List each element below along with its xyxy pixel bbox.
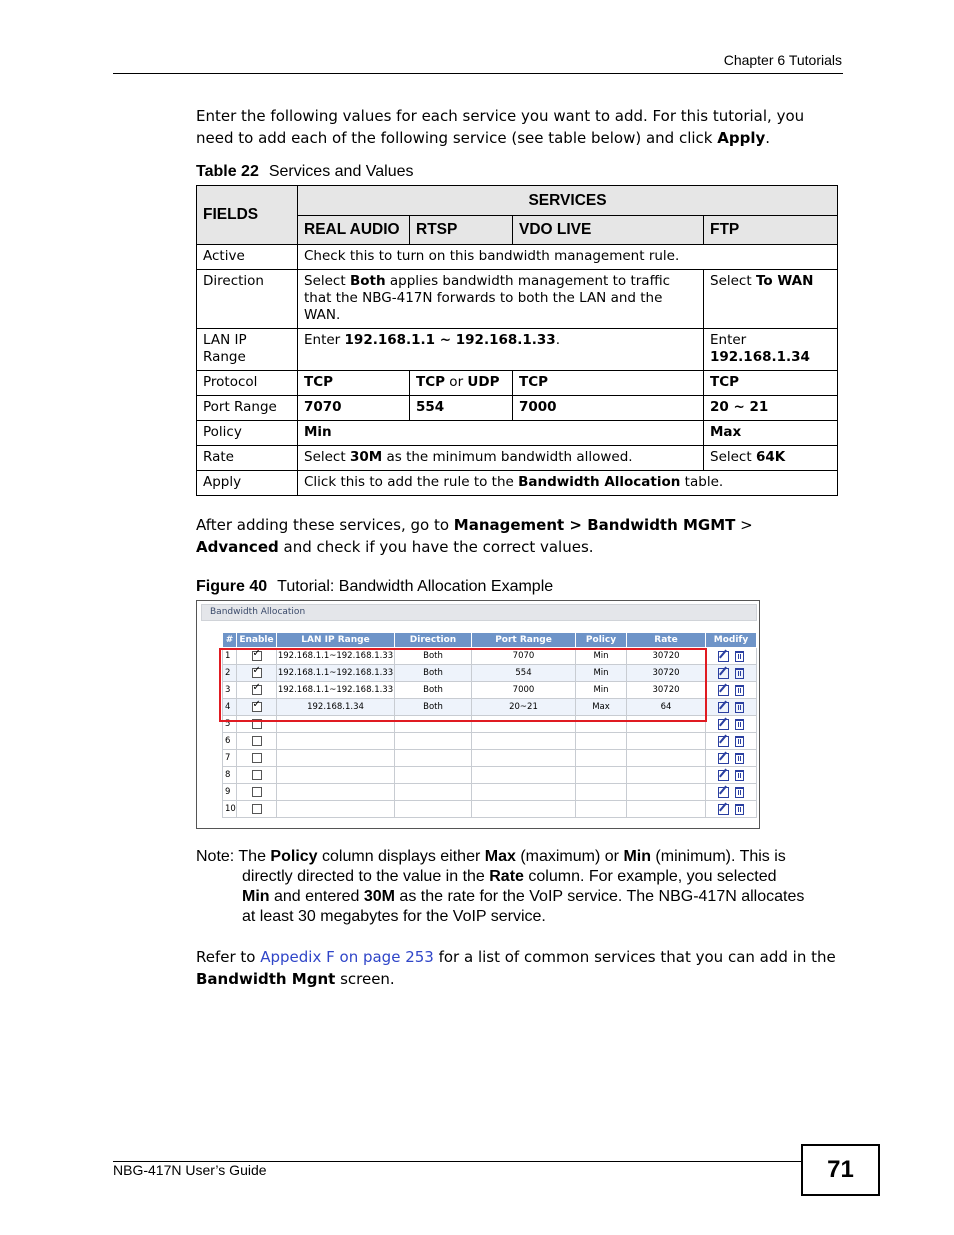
bold-text: Both [349, 273, 386, 289]
bold-text: Max [484, 848, 516, 865]
modify-cell [706, 716, 757, 733]
text: applies bandwidth management to traffic that the NBG-417N forwards to both the LAN and the WAN. [304, 273, 671, 323]
modify-cell [706, 733, 757, 750]
edit-icon[interactable] [718, 651, 729, 662]
edit-icon[interactable] [718, 804, 729, 815]
bold-text: Policy [270, 848, 318, 865]
bold-text: TCP [519, 374, 549, 390]
row-number: 3 [223, 682, 237, 699]
figure-caption-label: Figure 40 [196, 578, 268, 595]
note-line [196, 867, 841, 887]
row-active [197, 245, 838, 270]
bandwidth-allocation-screenshot [196, 600, 760, 829]
col-rate: Rate [627, 633, 706, 648]
col-num: # [223, 633, 237, 648]
field-label: Active [197, 245, 298, 270]
text: Enter [304, 332, 345, 348]
rate-cell [627, 784, 706, 801]
port-range-cell [472, 750, 576, 767]
direction-cell [395, 733, 472, 750]
lan-ip-cell: 192.168.1.1~192.168.1.33 [277, 648, 395, 665]
figure-title: Bandwidth Allocation [210, 607, 306, 617]
modify-cell [706, 648, 757, 665]
text: column. For example, you selected [523, 868, 777, 885]
lan-ip-ftp [704, 329, 838, 371]
lan-ip-cell [277, 767, 395, 784]
row-direction [197, 270, 838, 329]
text: directly directed to the value in the [242, 868, 490, 885]
edit-icon[interactable] [718, 668, 729, 679]
lan-ip-cell [277, 750, 395, 767]
rate-cell [627, 750, 706, 767]
text: and check if you have the correct values. [278, 538, 594, 556]
row-number: 1 [223, 648, 237, 665]
after-paragraph [196, 514, 841, 558]
direction-cell [395, 750, 472, 767]
lan-ip-desc [298, 329, 704, 371]
rate-desc [298, 446, 704, 471]
bold-text: 192.168.1.1 ~ 192.168.1.33 [344, 332, 556, 348]
bold-text: 554 [416, 399, 445, 415]
bold-text: TCP [710, 374, 740, 390]
rate-cell: 30720 [627, 682, 706, 699]
col-direction: Direction [395, 633, 472, 648]
bold-text: 7000 [519, 399, 557, 415]
field-label: Port Range [197, 396, 298, 421]
port-range-cell: 554 [472, 665, 576, 682]
bold-text: 192.168.1.34 [710, 349, 810, 365]
note [196, 847, 841, 927]
figure-caption-title: Tutorial: Bandwidth Allocation Example [277, 578, 554, 595]
row-number: 2 [223, 665, 237, 682]
table-row [223, 801, 757, 818]
row-apply [197, 471, 838, 496]
bold-text: 7070 [304, 399, 342, 415]
enable-checkbox[interactable] [252, 753, 262, 763]
port-range-cell: 20~21 [472, 699, 576, 716]
trash-icon[interactable] [735, 685, 744, 696]
rate-cell [627, 801, 706, 818]
enable-checkbox[interactable] [252, 787, 262, 797]
port-range-cell [472, 784, 576, 801]
text: > [735, 516, 753, 534]
trash-icon[interactable] [735, 702, 744, 713]
col-lan-ip-range: LAN IP Range [277, 633, 395, 648]
row-number: 7 [223, 750, 237, 767]
col-real-audio: REAL AUDIO [298, 216, 410, 245]
edit-icon[interactable] [718, 702, 729, 713]
col-modify: Modify [706, 633, 757, 648]
trash-icon[interactable] [735, 668, 744, 679]
row-number: 4 [223, 699, 237, 716]
policy-ftp [704, 421, 838, 446]
enable-checkbox[interactable] [252, 736, 262, 746]
figure-title-bar [201, 604, 757, 621]
services-header: SERVICES [298, 186, 838, 216]
bold-text: 64K [755, 449, 786, 465]
direction-cell: Both [395, 699, 472, 716]
intro-end: . [765, 129, 771, 147]
text: Select [304, 449, 350, 465]
policy-cell: Max [576, 699, 627, 716]
intro-text: Enter the following values for each service you want to add. For this tutorial, you need to add each of the following service (see table below) and click [196, 107, 805, 147]
rate-cell [627, 733, 706, 750]
protocol-vdo-live [513, 371, 704, 396]
figure-caption [196, 578, 553, 596]
modify-cell [706, 801, 757, 818]
policy-cell: Min [576, 648, 627, 665]
table-row [223, 784, 757, 801]
row-rate [197, 446, 838, 471]
bold-text: TCP [304, 374, 334, 390]
port-ftp [704, 396, 838, 421]
row-lan-ip [197, 329, 838, 371]
lan-ip-cell: 192.168.1.34 [277, 699, 395, 716]
text: screen. [335, 970, 395, 988]
direction-cell: Both [395, 648, 472, 665]
protocol-real-audio [298, 371, 410, 396]
field-label: Protocol [197, 371, 298, 396]
policy-cell [576, 733, 627, 750]
text: Select [710, 273, 756, 289]
text: After adding these services, go to [196, 516, 454, 534]
table-caption [196, 163, 414, 181]
direction-cell [395, 801, 472, 818]
col-policy: Policy [576, 633, 627, 648]
row-number: 10 [223, 801, 237, 818]
highlight-box [219, 648, 707, 722]
port-range-cell: 7000 [472, 682, 576, 699]
text: column displays either [317, 848, 485, 865]
row-protocol [197, 371, 838, 396]
lan-ip-cell [277, 801, 395, 818]
modify-cell [706, 682, 757, 699]
col-vdo-live: VDO LIVE [513, 216, 704, 245]
bold-text: 20 ~ 21 [710, 399, 769, 415]
direction-desc [298, 270, 704, 329]
port-range-cell [472, 767, 576, 784]
direction-cell [395, 767, 472, 784]
edit-icon[interactable] [718, 753, 729, 764]
table-row [223, 750, 757, 767]
bold-text: Min [242, 888, 270, 905]
col-port-range: Port Range [472, 633, 576, 648]
bold-text: 30M [349, 449, 383, 465]
text: for a list of common services that you can add in the [433, 948, 836, 966]
edit-icon[interactable] [718, 719, 729, 730]
text: (minimum). This is [650, 848, 786, 865]
policy-cell: Min [576, 682, 627, 699]
port-real-audio [298, 396, 410, 421]
lan-ip-cell: 192.168.1.1~192.168.1.33 [277, 665, 395, 682]
text: Enter [710, 332, 747, 348]
refer-paragraph [196, 946, 841, 990]
text: Select [304, 273, 350, 289]
direction-cell: Both [395, 682, 472, 699]
modify-cell [706, 767, 757, 784]
bold-text: Min [304, 424, 332, 440]
modify-cell [706, 699, 757, 716]
bold-text: TCP [416, 374, 446, 390]
lan-ip-cell: 192.168.1.1~192.168.1.33 [277, 682, 395, 699]
row-port-range [197, 396, 838, 421]
text: Select [710, 449, 756, 465]
note-line [196, 907, 841, 927]
policy-cell [576, 784, 627, 801]
bold-text: Bandwidth Allocation [518, 474, 681, 490]
enable-cell [237, 767, 277, 784]
policy-cell [576, 801, 627, 818]
rate-cell: 30720 [627, 648, 706, 665]
field-label: Direction [197, 270, 298, 329]
port-range-cell [472, 801, 576, 818]
apply-desc [298, 471, 838, 496]
field-label: Rate [197, 446, 298, 471]
text: as the minimum bandwidth allowed. [382, 449, 633, 465]
row-number: 8 [223, 767, 237, 784]
modify-cell [706, 784, 757, 801]
rate-cell: 30720 [627, 665, 706, 682]
text: Refer to [196, 948, 261, 966]
col-enable: Enable [237, 633, 277, 648]
policy-cell [576, 767, 627, 784]
enable-cell [237, 733, 277, 750]
text: (maximum) or [515, 848, 624, 865]
direction-cell: Both [395, 665, 472, 682]
trash-icon[interactable] [735, 736, 744, 747]
trash-icon[interactable] [735, 651, 744, 662]
row-policy [197, 421, 838, 446]
text: Note: The [196, 848, 271, 865]
port-rtsp [410, 396, 513, 421]
direction-ftp [704, 270, 838, 329]
trash-icon[interactable] [735, 787, 744, 798]
trash-icon[interactable] [735, 753, 744, 764]
trash-icon[interactable] [735, 719, 744, 730]
enable-cell [237, 750, 277, 767]
edit-icon[interactable] [718, 685, 729, 696]
text: and entered [269, 888, 364, 905]
enable-cell [237, 784, 277, 801]
enable-checkbox[interactable] [252, 804, 262, 814]
header-row [223, 633, 757, 648]
header-divider [113, 73, 843, 74]
row-number: 9 [223, 784, 237, 801]
text: Click this to add the rule to the [304, 474, 519, 490]
bold-text: Management > Bandwidth MGMT [453, 516, 736, 534]
table-row [223, 767, 757, 784]
services-table [196, 185, 838, 496]
bold-text: Min [623, 848, 651, 865]
port-range-cell: 7070 [472, 648, 576, 665]
intro-apply: Apply [717, 129, 766, 147]
note-line [196, 887, 841, 907]
bold-text: 30M [363, 888, 395, 905]
rate-ftp [704, 446, 838, 471]
trash-icon[interactable] [735, 770, 744, 781]
enable-cell [237, 801, 277, 818]
text: or [445, 374, 468, 390]
appendix-link[interactable]: Appedix F on page 253 [260, 948, 434, 966]
note-line [196, 847, 841, 867]
edit-icon[interactable] [718, 736, 729, 747]
table-caption-label: Table 22 [196, 163, 259, 180]
chapter-header: Chapter 6 Tutorials [723, 52, 842, 68]
table-caption-title: Services and Values [268, 163, 414, 180]
text: table. [680, 474, 724, 490]
rate-cell: 64 [627, 699, 706, 716]
edit-icon[interactable] [718, 770, 729, 781]
bold-text: Advanced [196, 538, 279, 556]
policy-cell [576, 750, 627, 767]
footer-guide: NBG-417N User’s Guide [113, 1162, 267, 1178]
table-row [223, 733, 757, 750]
bold-text: Bandwidth Mgnt [196, 970, 336, 988]
col-rtsp: RTSP [410, 216, 513, 245]
text: at least 30 megabytes for the VoIP service. [242, 908, 546, 925]
protocol-rtsp [410, 371, 513, 396]
edit-icon[interactable] [718, 787, 729, 798]
lan-ip-cell [277, 733, 395, 750]
row-number: 6 [223, 733, 237, 750]
field-label: Apply [197, 471, 298, 496]
bold-text: Rate [489, 868, 524, 885]
bold-text: UDP [467, 374, 500, 390]
modify-cell [706, 750, 757, 767]
text: . [555, 332, 560, 348]
bold-text: Max [710, 424, 742, 440]
protocol-ftp [704, 371, 838, 396]
text: as the rate for the VoIP service. The NBG-417N allocates [394, 888, 805, 905]
modify-cell [706, 665, 757, 682]
policy-value [298, 421, 704, 446]
port-range-cell [472, 733, 576, 750]
active-desc: Check this to turn on this bandwidth management rule. [298, 245, 838, 270]
row-number: 5 [223, 716, 237, 733]
rate-cell [627, 767, 706, 784]
port-vdo-live [513, 396, 704, 421]
field-label: Policy [197, 421, 298, 446]
enable-checkbox[interactable] [252, 770, 262, 780]
bold-text: To WAN [755, 273, 814, 289]
page-number: 71 [801, 1144, 880, 1196]
policy-cell: Min [576, 665, 627, 682]
intro-paragraph [196, 105, 841, 149]
fields-header: FIELDS [197, 186, 298, 245]
col-ftp: FTP [704, 216, 838, 245]
direction-cell [395, 784, 472, 801]
field-label: LAN IP Range [197, 329, 298, 371]
lan-ip-cell [277, 784, 395, 801]
trash-icon[interactable] [735, 804, 744, 815]
